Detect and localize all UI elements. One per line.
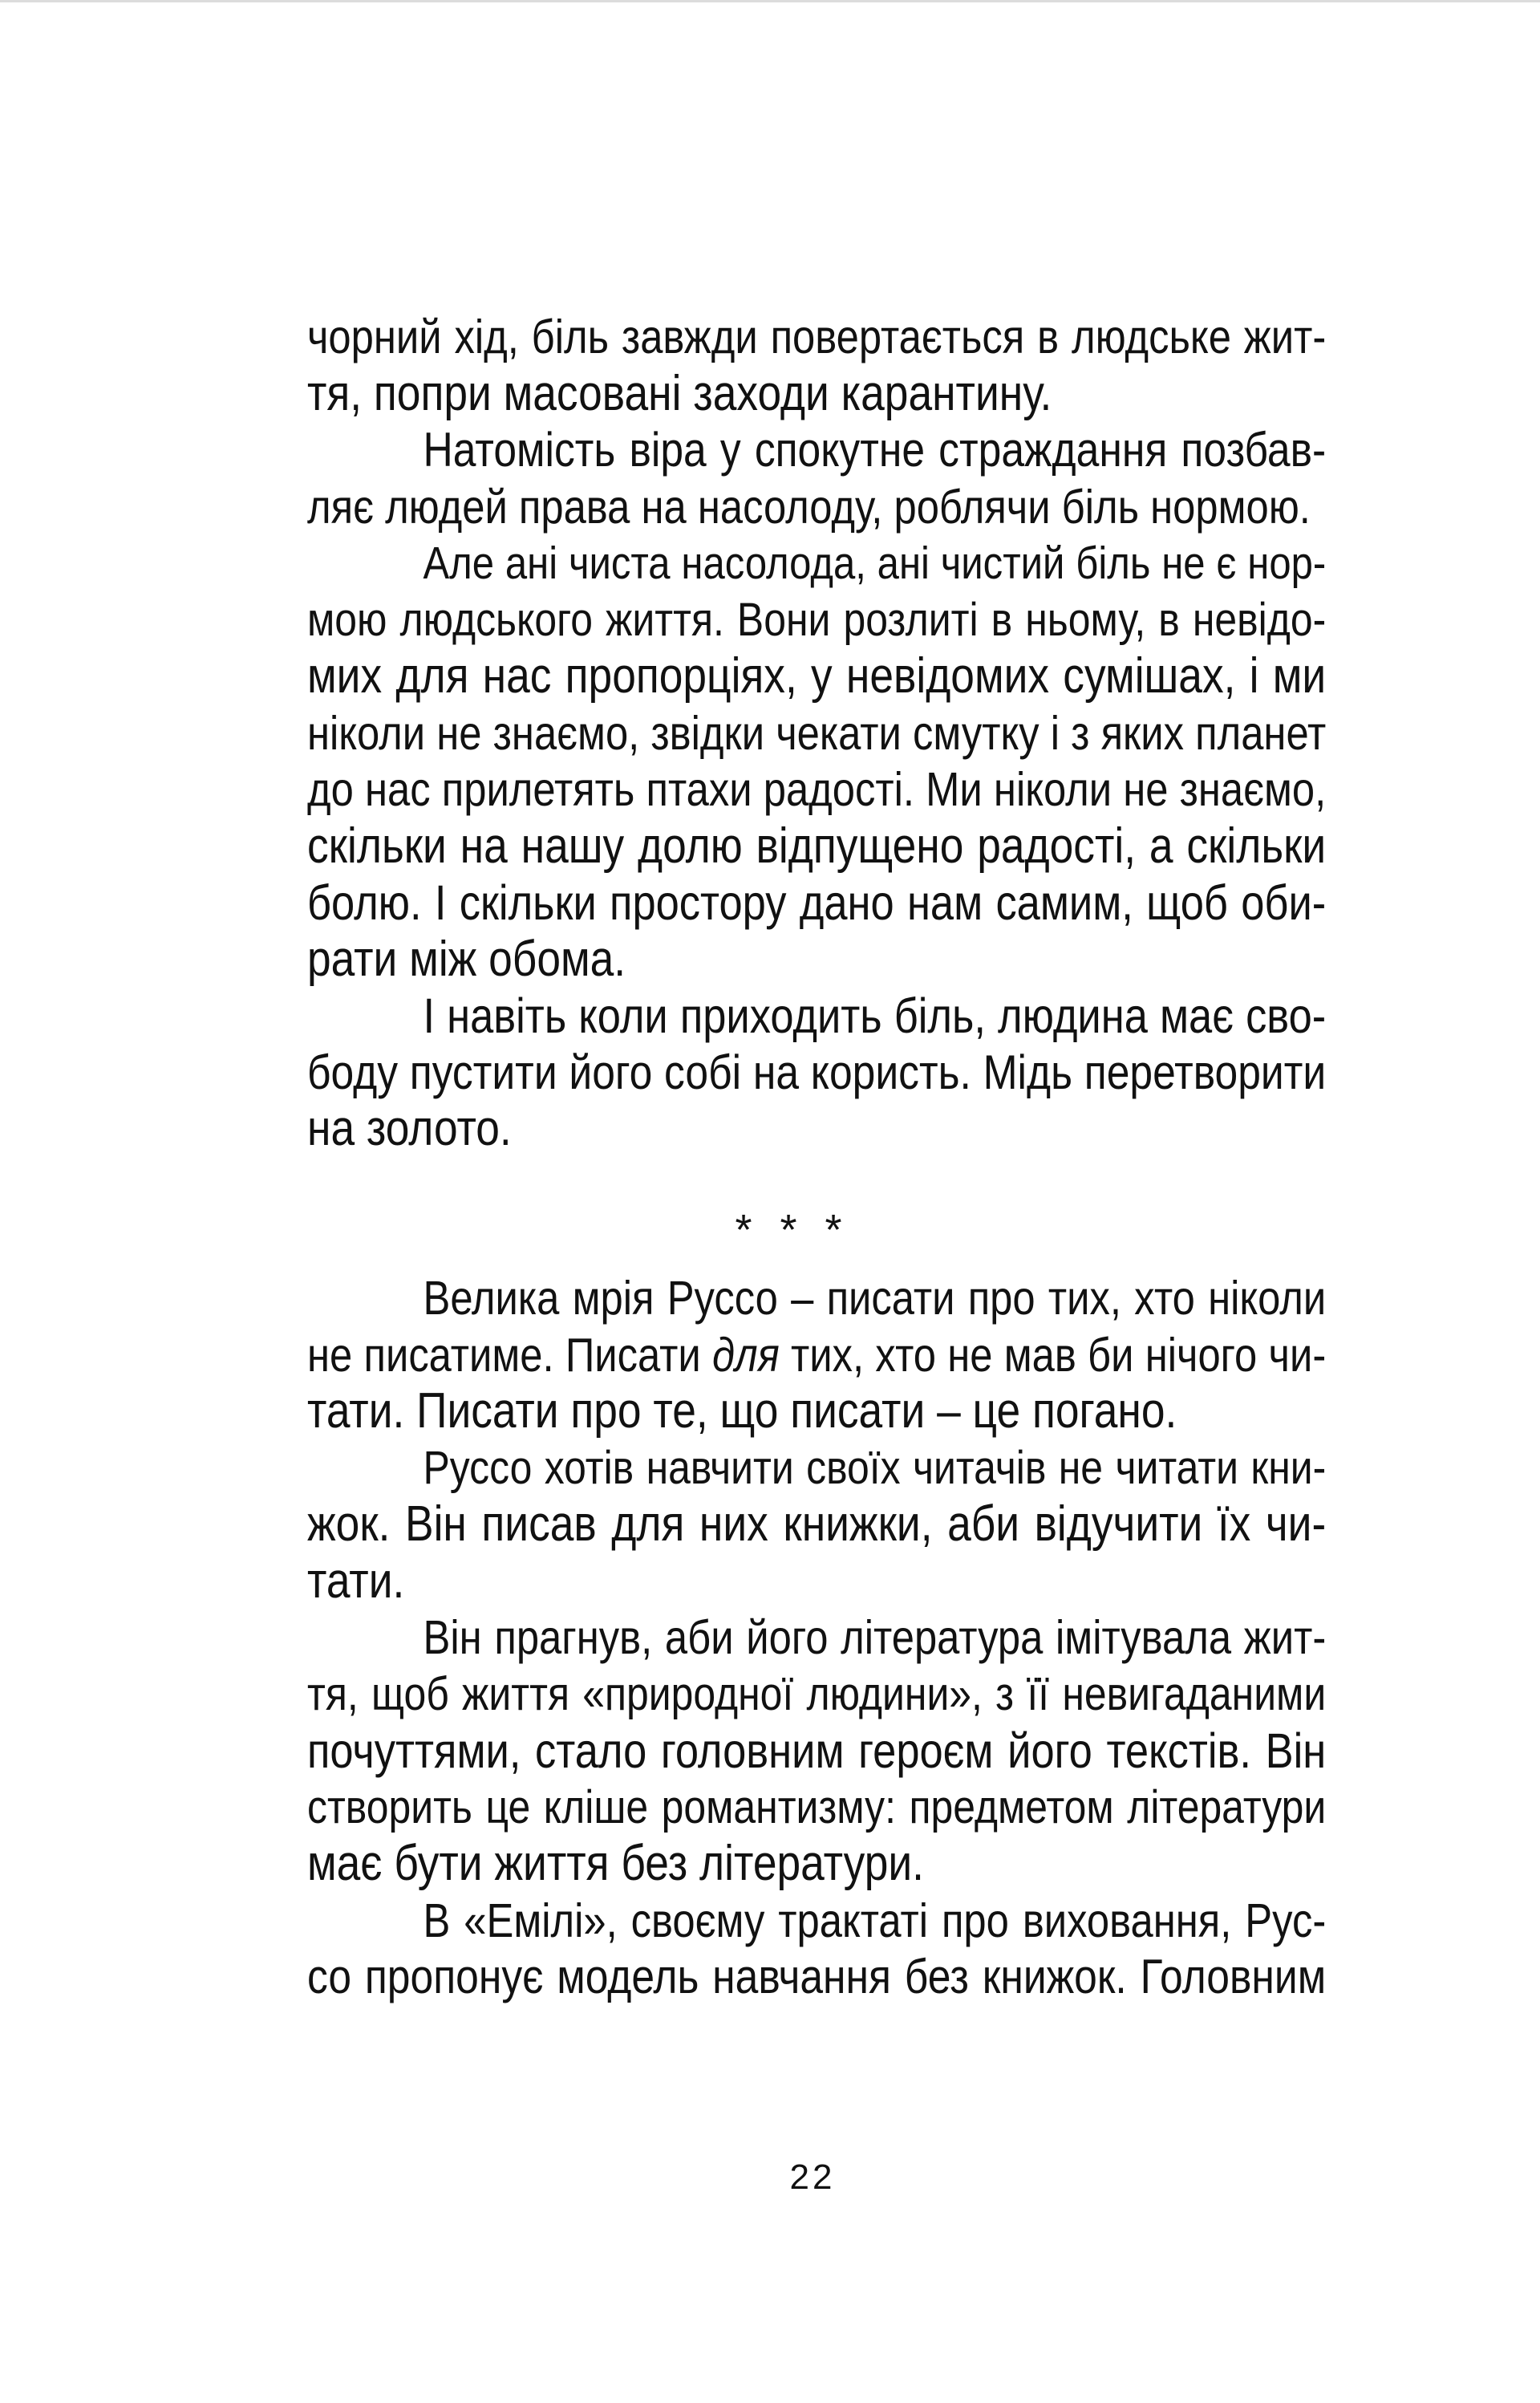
text-line: мих для нас пропорціях, у невідомих сумішах, і ми <box>307 648 1327 704</box>
text-line: рати між обома. <box>307 931 626 987</box>
text-line: тати. <box>307 1553 405 1609</box>
text-segment: тих, хто не мав би нічого чи- <box>779 1328 1327 1382</box>
paragraph-start-line: Але ані чиста насолода, ані чистий біль не є нор- <box>423 538 1327 589</box>
text-line <box>307 1327 1326 1384</box>
paragraph-start-line: Натомість віра у спокутне страждання позбав- <box>423 423 1327 477</box>
paragraph-start-line: Руссо хотів навчити своїх читачів не читати кни- <box>423 1441 1327 1494</box>
text-section-a <box>307 309 1326 1158</box>
text-line: со пропонує модель навчання без книжок. Головним <box>307 1950 1327 2003</box>
text-line: тя, попри масовані заходи карантину. <box>307 365 1052 421</box>
text-line: чорний хід, біль завжди повертається в людське жит- <box>307 311 1327 363</box>
paragraph-start-line: Він прагнув, аби його література імітувала жит- <box>423 1611 1327 1664</box>
text-line: тя, щоб життя «природної людини», з її невигаданими <box>307 1667 1327 1720</box>
text-line: болю. І скільки простору дано нам самим, щоб оби- <box>307 875 1327 930</box>
page-number: 22 <box>789 2157 836 2197</box>
text-line: скільки на нашу долю відпущено радості, а скільки <box>307 818 1327 874</box>
text-section-b <box>307 1270 1326 2006</box>
paragraph-start-line: Велика мрія Руссо – писати про тих, хто ніколи <box>423 1272 1327 1325</box>
text-line: ляє людей права на насолоду, роблячи біль нормою. <box>307 480 1311 534</box>
text-line: жок. Він писав для них книжки, аби відучити їх чи- <box>307 1496 1327 1552</box>
section-separator: * * * <box>735 1206 850 1254</box>
paragraph-start-line: В «Емілі», своєму трактаті про виховання, Рус- <box>423 1894 1327 1947</box>
text-line: тати. Писати про те, що писати – це погано. <box>307 1383 1177 1439</box>
text-line: має бути життя без літератури. <box>307 1836 924 1891</box>
text-line: створить це кліше романтизму: предметом літератури <box>307 1780 1327 1833</box>
paragraph-start-line: І навіть коли приходить біль, людина має сво- <box>423 988 1327 1043</box>
text-line: ніколи не знаємо, звідки чекати смутку і з яких планет <box>307 706 1327 760</box>
italic-emphasis: для <box>711 1328 780 1382</box>
text-line: почуттями, стало головним героєм його текстів. Він <box>307 1723 1327 1778</box>
text-line: мою людського життя. Вони розлиті в ньому, в невідо- <box>307 593 1327 646</box>
top-border <box>0 0 1540 2</box>
text-line: боду пустити його собі на користь. Мідь перетворити <box>307 1045 1327 1099</box>
text-segment: не писатиме. Писати <box>307 1328 712 1382</box>
text-line: на золото. <box>307 1101 512 1156</box>
text-line: до нас прилетять птахи радості. Ми ніколи не знаємо, <box>307 763 1327 816</box>
